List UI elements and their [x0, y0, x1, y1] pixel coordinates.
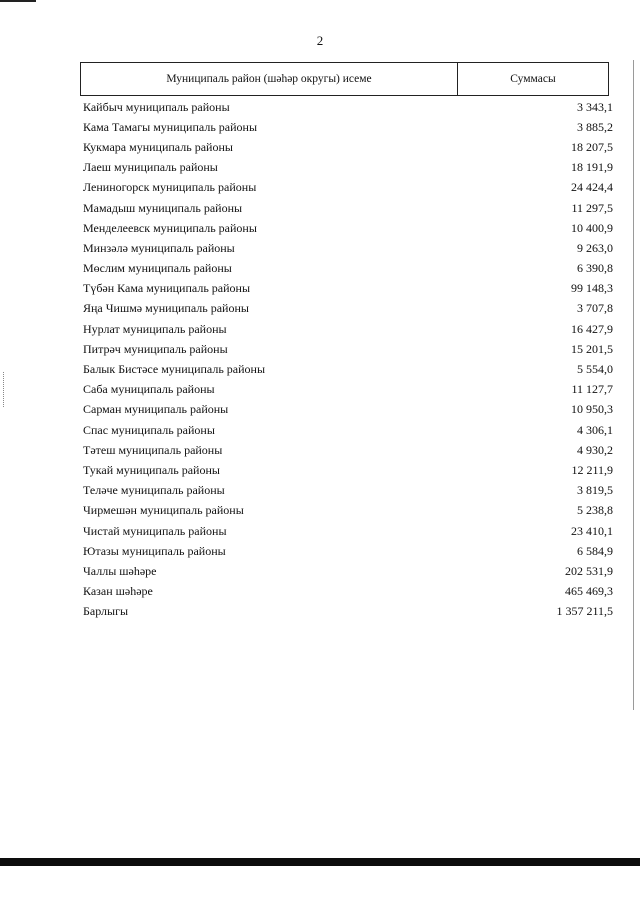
row-name: Мөслим муниципаль районы	[83, 261, 232, 276]
row-name: Лаеш муниципаль районы	[83, 160, 218, 175]
table-body	[83, 97, 613, 622]
row-value: 18 207,5	[571, 139, 613, 154]
row-name: Саба муниципаль районы	[83, 382, 215, 397]
scan-edge-line	[633, 60, 634, 710]
row-value: 10 950,3	[571, 402, 613, 417]
table-row	[83, 420, 613, 440]
row-value: 18 191,9	[571, 160, 613, 175]
table-row	[83, 158, 613, 178]
row-name: Чирмешән муниципаль районы	[83, 503, 244, 518]
table-row	[83, 359, 613, 379]
row-name: Кукмара муниципаль районы	[83, 139, 233, 154]
row-name: Спас муниципаль районы	[83, 422, 215, 437]
table-row	[83, 137, 613, 157]
table-row	[83, 380, 613, 400]
row-value: 16 427,9	[571, 321, 613, 336]
row-value: 465 469,3	[565, 584, 613, 599]
row-name: Казан шәһәре	[83, 584, 153, 599]
scan-speckle	[3, 372, 5, 407]
row-value: 6 390,8	[577, 261, 613, 276]
row-name: Тукай муниципаль районы	[83, 462, 220, 477]
table-row	[83, 117, 613, 137]
row-value: 4 306,1	[577, 422, 613, 437]
row-name: Питрәч муниципаль районы	[83, 341, 228, 356]
table-row	[83, 440, 613, 460]
row-name: Чаллы шәһәре	[83, 563, 157, 578]
table-row	[83, 198, 613, 218]
table-row	[83, 460, 613, 480]
row-value: 1 357 211,5	[556, 604, 613, 619]
row-value: 3 819,5	[577, 483, 613, 498]
row-name: Теләче муниципаль районы	[83, 483, 225, 498]
row-name: Түбән Кама муниципаль районы	[83, 281, 251, 296]
table-row	[83, 178, 613, 198]
row-name: Сарман муниципаль районы	[83, 402, 229, 417]
table-row	[83, 602, 613, 622]
table-row	[83, 541, 613, 561]
table-row	[83, 339, 613, 359]
row-name: Минзәлә муниципаль районы	[83, 240, 235, 255]
row-name: Нурлат муниципаль районы	[83, 321, 227, 336]
row-name: Тәтеш муниципаль районы	[83, 442, 223, 457]
row-value: 3 343,1	[577, 99, 613, 114]
row-value: 10 400,9	[571, 220, 613, 235]
table-row	[83, 259, 613, 279]
table-row	[83, 521, 613, 541]
scan-bottom-bar	[0, 858, 640, 866]
table-row	[83, 97, 613, 117]
table-row	[83, 319, 613, 339]
table-row	[83, 218, 613, 238]
row-value: 99 148,3	[571, 281, 613, 296]
table-header	[80, 62, 609, 96]
row-value: 6 584,9	[577, 543, 613, 558]
row-value: 3 885,2	[577, 119, 613, 134]
row-value: 3 707,8	[577, 301, 613, 316]
row-value: 5 554,0	[577, 362, 613, 377]
column-header-name: Муниципаль район (шәһәр округы) исеме	[81, 63, 458, 95]
row-name: Менделеевск муниципаль районы	[83, 220, 257, 235]
row-value: 11 297,5	[571, 200, 613, 215]
row-name: Лениногорск муниципаль районы	[83, 180, 257, 195]
row-value: 23 410,1	[571, 523, 613, 538]
row-value: 202 531,9	[565, 563, 613, 578]
row-value: 9 263,0	[577, 240, 613, 255]
table-row	[83, 238, 613, 258]
table-row	[83, 561, 613, 581]
row-name: Барлыгы	[83, 604, 129, 619]
scan-edge-mark	[0, 0, 36, 2]
row-name: Яңа Чишмә муниципаль районы	[83, 301, 249, 316]
table-row	[83, 481, 613, 501]
table-row	[83, 400, 613, 420]
column-header-sum: Суммасы	[510, 73, 556, 85]
table-row	[83, 501, 613, 521]
row-name: Балык Бистәсе муниципаль районы	[83, 362, 266, 377]
row-value: 11 127,7	[571, 382, 613, 397]
table-row	[83, 279, 613, 299]
page-number: 2	[316, 33, 324, 48]
row-name: Кама Тамагы муниципаль районы	[83, 119, 258, 134]
row-value: 24 424,4	[571, 180, 613, 195]
row-value: 15 201,5	[571, 341, 613, 356]
row-name: Ютазы муниципаль районы	[83, 543, 226, 558]
row-name: Мамадыш муниципаль районы	[83, 200, 243, 215]
table-row	[83, 582, 613, 602]
row-value: 5 238,8	[577, 503, 613, 518]
row-value: 12 211,9	[571, 462, 613, 477]
row-name: Кайбыч муниципаль районы	[83, 99, 230, 114]
row-value: 4 930,2	[577, 442, 613, 457]
table-row	[83, 299, 613, 319]
row-name: Чистай муниципаль районы	[83, 523, 227, 538]
